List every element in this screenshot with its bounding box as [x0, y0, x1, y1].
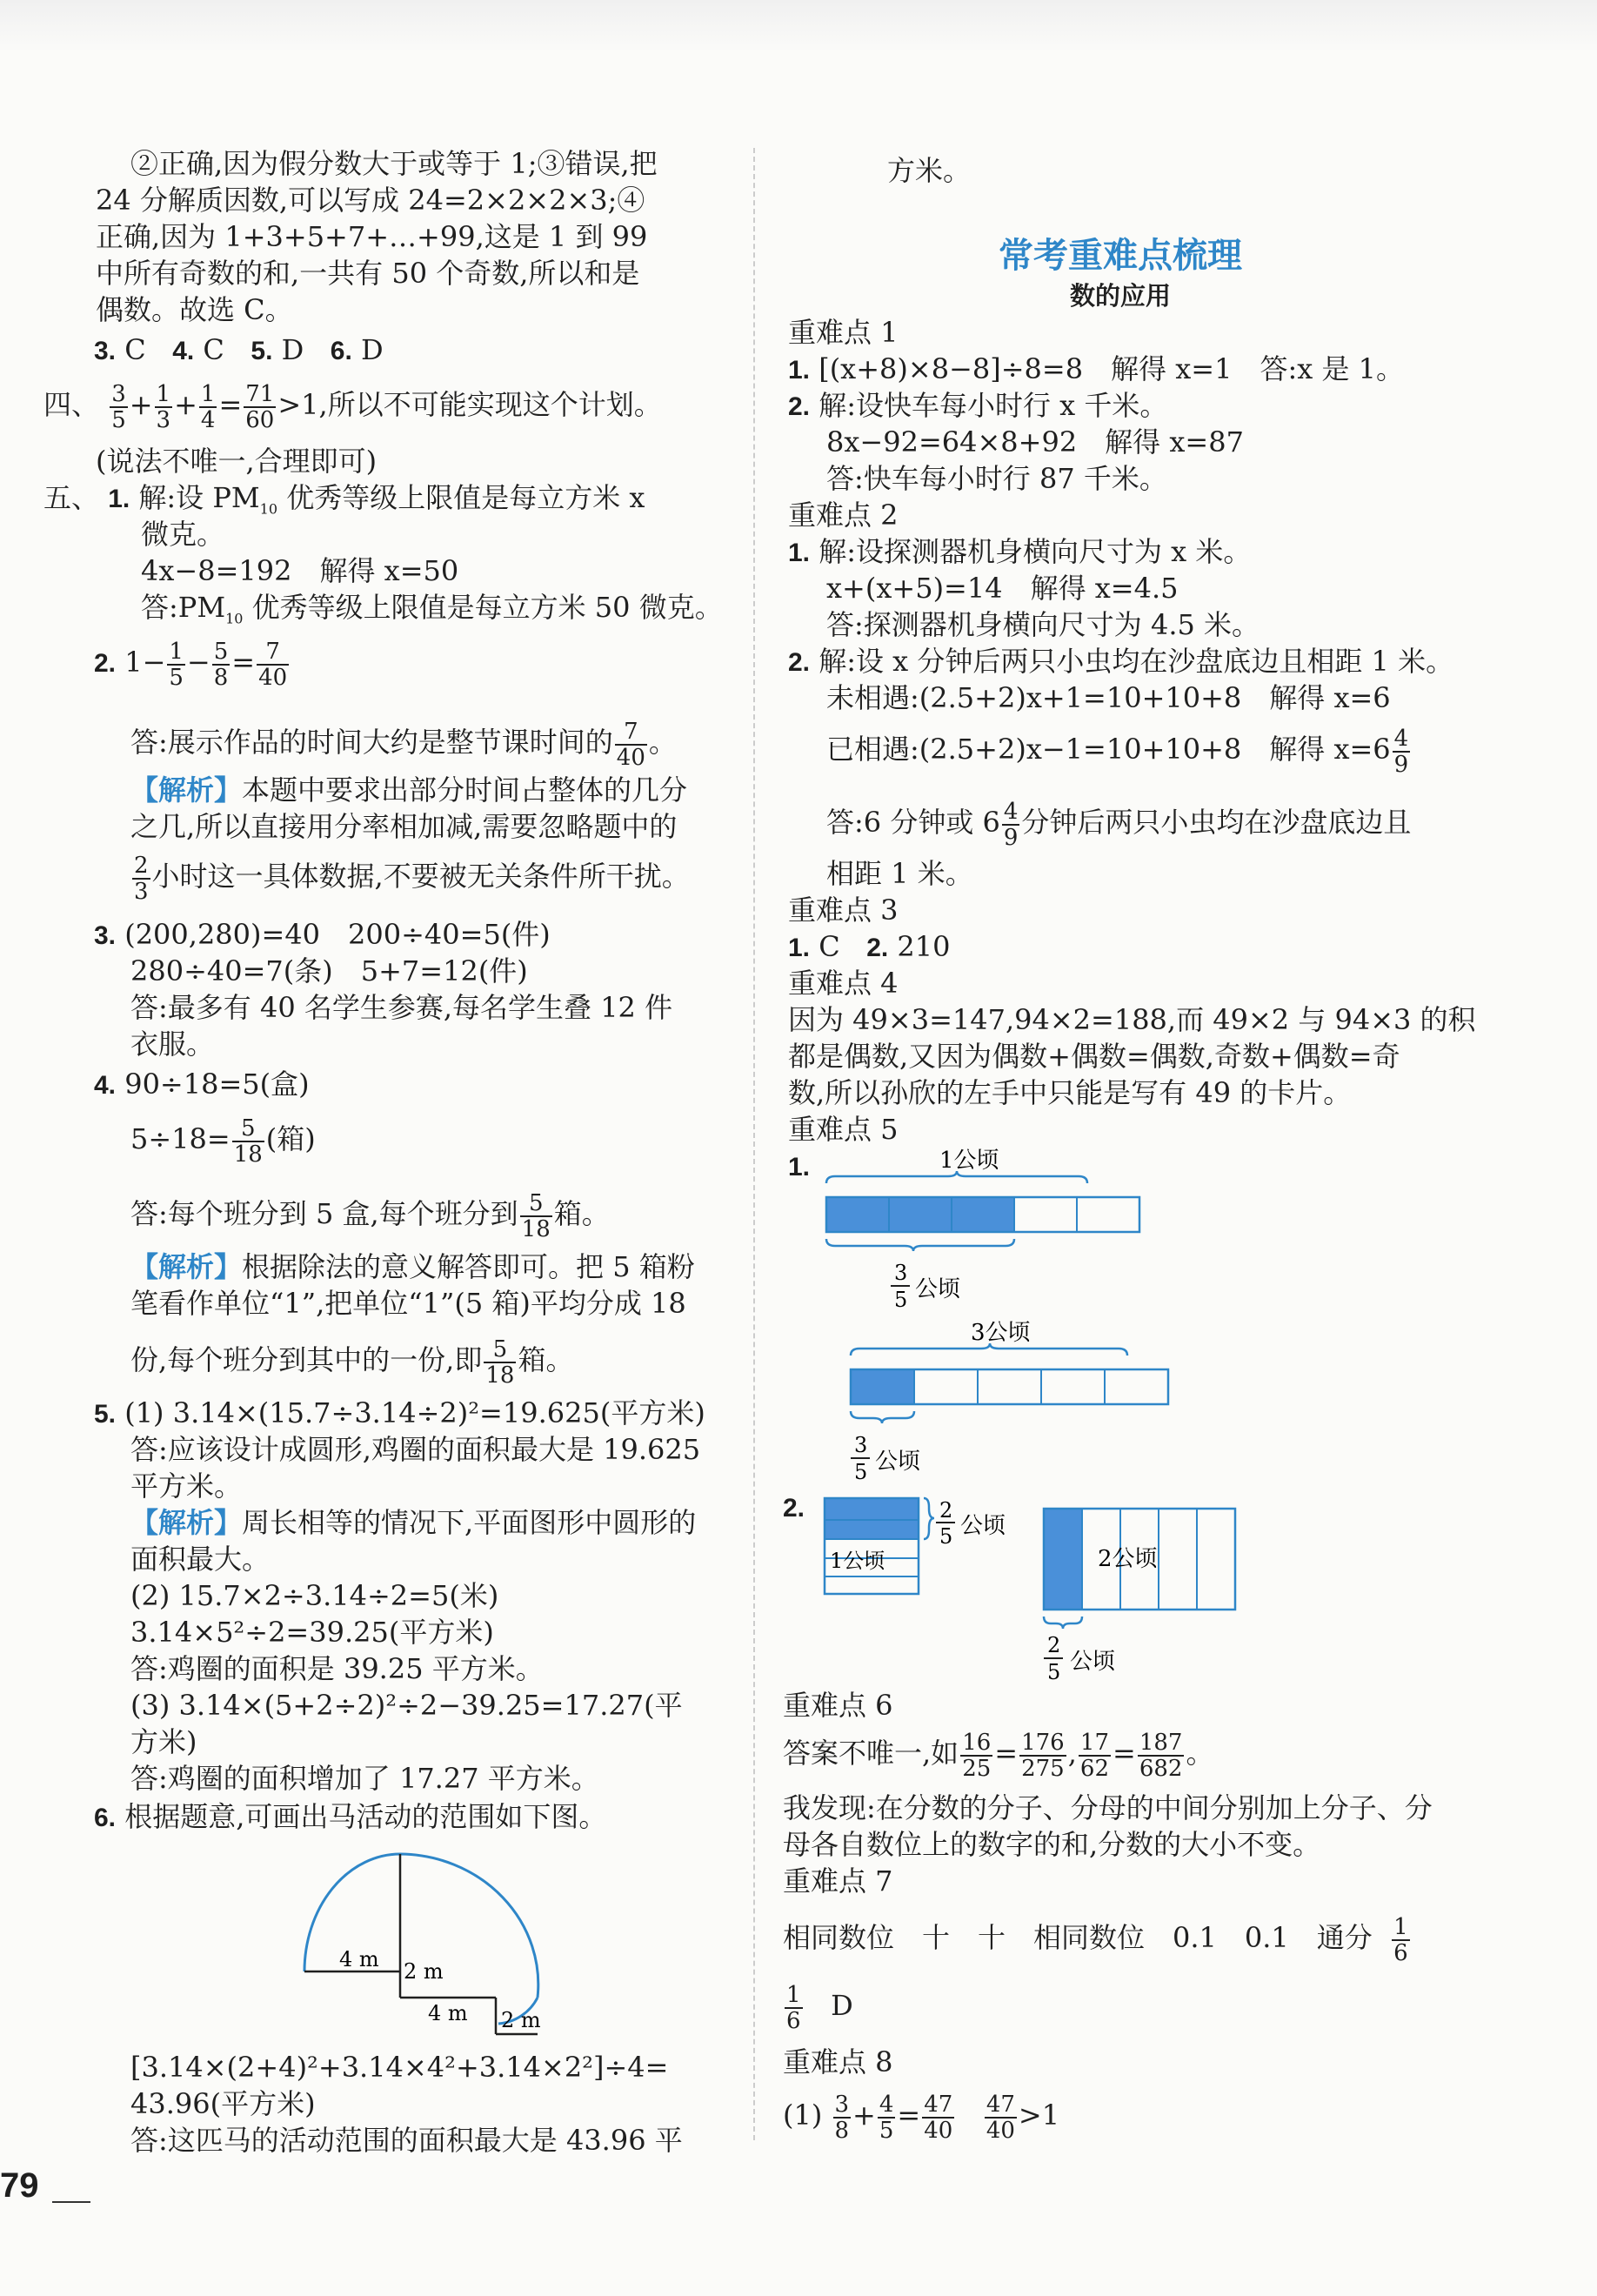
text: =: [1113, 1737, 1136, 1770]
question-number: 1.: [788, 1153, 811, 1181]
question-number: 5.: [251, 337, 273, 365]
text: 90÷18=5(盒): [124, 1068, 310, 1101]
section-title: 常考重难点梳理: [999, 236, 1242, 276]
text-line: [788, 644, 1453, 680]
page-top-shade: [0, 0, 1597, 52]
fraction: $\frac{5}{18}$: [233, 1115, 263, 1168]
question-number: 2.: [94, 649, 117, 678]
text-line: [783, 1723, 1213, 1784]
text-line: 正确,因为 1+3+5+7+…+99,这是 1 到 99: [96, 220, 648, 253]
figure-label: 1公顷: [830, 1549, 885, 1573]
fraction: $\frac{2}{3}$: [134, 852, 149, 905]
text-line: [783, 1489, 805, 1526]
text: 解:设 x 分钟后两只小虫均在沙盘底边且相距 1 米。: [819, 645, 1454, 678]
filled-strip: [825, 1498, 919, 1520]
filled-cell: [851, 1369, 914, 1404]
section-five-q3: [94, 917, 551, 954]
text-line: [130, 1249, 695, 1284]
text-line: [826, 792, 1411, 853]
text-line: 答:探测器机身横向尺寸为 4.5 米。: [826, 608, 1260, 641]
page-number: 79: [0, 2166, 39, 2205]
key-point-heading: 重难点 6: [783, 1689, 893, 1722]
text-line: 方米。: [887, 154, 972, 187]
text-line: 都是偶数,又因为偶数+偶数=偶数,奇数+偶数=奇: [788, 1040, 1400, 1073]
fraction-numerator: 3: [854, 1433, 868, 1457]
text-line: [788, 388, 1167, 425]
text: >1,所以不可能实现这个计划。: [277, 388, 662, 421]
fraction-denominator: 5: [1047, 1660, 1061, 1684]
key-point-heading: 重难点 8: [783, 2045, 893, 2078]
filled-strip: [825, 1520, 919, 1539]
text-line: 24 分解质因数,可以写成 24=2×2×2×3;④: [96, 184, 645, 217]
key-point-heading: 重难点 3: [788, 894, 899, 927]
text: (1) 3.14×(15.7÷3.14÷2)²=19.625(平方米): [124, 1396, 705, 1429]
text-line: [130, 1505, 696, 1540]
text: 本题中要求出部分时间占整体的几分: [242, 773, 688, 807]
text-line: [783, 1975, 853, 2036]
fraction: $\frac{5}{18}$: [521, 1189, 551, 1242]
section-five-q2: [94, 632, 291, 694]
text-line: [788, 929, 950, 966]
fraction: $\frac{187}{682}$: [1139, 1729, 1183, 1782]
text: 箱。: [518, 1343, 574, 1376]
text: 根据除法的意义解答即可。把 5 箱粉: [242, 1250, 695, 1283]
question-number: 5.: [94, 1400, 117, 1429]
figure-label: 2 m: [501, 2008, 541, 2032]
figure-label: 公顷: [960, 1513, 1006, 1539]
figure-label: 2公顷: [1098, 1546, 1158, 1572]
fraction-denominator: 5: [894, 1288, 908, 1312]
brace-right: [924, 1498, 934, 1539]
text: 。: [1186, 1737, 1214, 1770]
figure-label: 1公顷: [939, 1148, 999, 1174]
text-line: 母各自数位上的数字的和,分数的大小不变。: [783, 1828, 1321, 1861]
text: (200,280)=40 200÷40=5(件): [124, 918, 551, 951]
filled-column: [1044, 1509, 1082, 1610]
figure-label: 2 m: [404, 1959, 444, 1984]
area-diagram-1: [818, 1489, 1026, 1603]
column-divider: [753, 148, 755, 2140]
fraction: $\frac{176}{275}$: [1021, 1729, 1065, 1782]
filled-cell: [889, 1197, 952, 1232]
text: =: [231, 646, 256, 679]
key-point-heading: 重难点 7: [783, 1864, 893, 1898]
text-line: [130, 1329, 573, 1390]
text-line: 数,所以孙欣的左手中只能是写有 49 的卡片。: [788, 1076, 1352, 1109]
text: 解:设快车每小时行 x 千米。: [819, 389, 1168, 422]
analysis-tag: 【解析】: [130, 1506, 243, 1539]
text: 。: [648, 726, 677, 759]
analysis-tag: 【解析】: [130, 1250, 243, 1283]
text: +: [852, 2099, 876, 2132]
text-line: [141, 590, 723, 636]
text-line: [130, 712, 677, 773]
fraction: $\frac{1}{6}$: [786, 1981, 801, 2034]
text-line: 之几,所以直接用分率相加减,需要忽略题中的: [130, 810, 678, 843]
key-point-heading: 重难点 4: [788, 967, 899, 1000]
text: =: [897, 2099, 921, 2132]
subscript: 10: [259, 500, 278, 518]
text: 答:每个班分到 5 盒,每个班分到: [130, 1197, 518, 1230]
section-five-q4: [94, 1067, 310, 1103]
text-line: ②正确,因为假分数大于或等于 1;③错误,把: [130, 147, 658, 180]
figure-label: 4 m: [428, 2001, 468, 2025]
figure-label: 公顷: [875, 1449, 921, 1475]
text-line: 面积最大。: [130, 1543, 271, 1576]
text: D: [831, 1989, 853, 2022]
text-line: 答:应该设计成圆形,鸡圈的面积最大是 19.625: [130, 1433, 701, 1466]
question-number: 1.: [108, 485, 130, 513]
text: 优秀等级上限值是每立方米 x: [277, 481, 645, 514]
text-line: 3.14×5²÷2=39.25(平方米): [130, 1616, 494, 1649]
text: 答:PM: [141, 591, 226, 624]
text-line: 答:这匹马的活动范围的面积最大是 43.96 平: [130, 2124, 683, 2157]
filled-cell: [952, 1197, 1014, 1232]
text-line: [130, 1183, 610, 1244]
text: 解:设探测器机身横向尺寸为 x 米。: [819, 535, 1252, 568]
section-five-q1: [43, 480, 645, 526]
section-five-q6: [94, 1799, 606, 1836]
text: >1: [1018, 2099, 1060, 2132]
question-number: 2.: [788, 648, 811, 677]
text: [(x+8)×8−8]÷8=8 解得 x=1 答:x 是 1。: [819, 352, 1404, 385]
text: C: [819, 930, 840, 963]
fraction: $\frac{47}{40}$: [986, 2091, 1015, 2144]
fraction: $\frac{17}{62}$: [1079, 1729, 1109, 1782]
section-label: 五、: [43, 481, 100, 514]
brace-bottom: [851, 1411, 914, 1423]
text-line: 4x−8=192 解得 x=50: [141, 554, 459, 587]
text-line: 答:快车每小时行 87 千米。: [826, 462, 1167, 495]
fraction: $\frac{1}{5}$: [169, 638, 184, 691]
answer: D: [281, 333, 304, 366]
text: 已相遇:(2.5+2)x−1=10+10+8 解得 x=6: [826, 733, 1391, 766]
text: 优秀等级上限值是每立方米 50 微克。: [243, 591, 723, 624]
fraction: $\frac{16}{25}$: [962, 1729, 992, 1782]
fraction-numerator: 2: [939, 1498, 953, 1523]
text-line: 偶数。故选 C。: [96, 293, 293, 326]
figure-label: 3公顷: [971, 1320, 1031, 1346]
text: 答:6 分钟或 6: [826, 806, 1000, 839]
figure-label: 公顷: [1070, 1649, 1116, 1675]
plus-sign: +: [129, 388, 153, 421]
text: 分钟后两只小虫均在沙盘底边且: [1021, 806, 1412, 839]
key-point-heading: 重难点 1: [788, 316, 899, 349]
text: 相同数位 十 十 相同数位 0.1 0.1 通分: [783, 1921, 1373, 1954]
fraction: $\frac{3}{8}$: [834, 2091, 850, 2144]
text: 根据题意,可画出马活动的范围如下图。: [124, 1800, 607, 1833]
text-line: 我发现:在分数的分子、分母的中间分别加上分子、分: [783, 1791, 1433, 1824]
text: (箱): [265, 1122, 316, 1155]
page-number-rule: [52, 2201, 90, 2203]
text-line: [788, 351, 1404, 388]
text-line: 8x−92=64×8+92 解得 x=87: [826, 425, 1244, 459]
text-line: 笔看作单位“1”,把单位“1”(5 箱)平均分成 18: [130, 1287, 686, 1320]
text: 周长相等的情况下,平面图形中圆形的: [242, 1506, 697, 1539]
text-line: 答:最多有 40 名学生参赛,每名学生叠 12 件: [130, 991, 673, 1024]
fraction-denominator: 5: [939, 1524, 953, 1549]
question-number: 2.: [783, 1494, 805, 1523]
question-number: 2.: [866, 934, 889, 962]
fraction: $\frac{5}{8}$: [213, 638, 229, 691]
text-line: [783, 2085, 1059, 2145]
question-number: 1.: [788, 934, 811, 962]
fraction: $\frac{47}{40}$: [924, 2091, 953, 2144]
fraction: $\frac{7}{40}$: [616, 718, 645, 771]
brace-top: [826, 1171, 1087, 1183]
filled-cell: [826, 1197, 889, 1232]
text-line: x+(x+5)=14 解得 x=4.5: [826, 572, 1179, 605]
text-line: [130, 846, 690, 907]
text-line: [788, 1148, 810, 1185]
section-five-q5: [94, 1396, 705, 1432]
horse-range-figure: [296, 1843, 557, 2043]
question-number: 2.: [788, 392, 811, 421]
text-line: 因为 49×3=147,94×2=188,而 49×2 与 94×3 的积: [788, 1003, 1476, 1036]
text: 解:设 PM: [138, 481, 260, 514]
text: 5÷18=: [130, 1122, 231, 1155]
text-line: [130, 1108, 316, 1169]
equals-sign: =: [218, 388, 243, 421]
answer: D: [360, 333, 384, 366]
answers-3-6: [94, 332, 384, 369]
key-point-heading: 重难点 2: [788, 499, 899, 532]
area-diagram-2: [1035, 1500, 1244, 1691]
question-number: 1.: [788, 356, 811, 385]
fraction: $\frac{5}{18}$: [485, 1335, 515, 1389]
question-number: 4.: [94, 1071, 117, 1100]
plus-sign: +: [174, 388, 197, 421]
text-line: [3.14×(2+4)²+3.14×4²+3.14×2²]÷4=: [130, 2051, 669, 2084]
figure-label: 4 m: [339, 1947, 379, 1971]
question-number: 6.: [330, 337, 352, 365]
answer: C: [124, 333, 146, 366]
text-line: 未相遇:(2.5+2)x+1=10+10+8 解得 x=6: [826, 681, 1391, 714]
fraction: $\frac{4}{5}$: [879, 2091, 894, 2144]
question-number: 3.: [94, 921, 117, 950]
answer: C: [203, 333, 224, 366]
text-line: [783, 1907, 1412, 1968]
brace-top: [851, 1343, 1127, 1356]
text-line: 方米): [130, 1725, 197, 1758]
section-subtitle: 数的应用: [1070, 281, 1172, 311]
text-line: 衣服。: [130, 1028, 215, 1061]
text-line: [788, 534, 1251, 571]
fraction: $\frac{4}{9}$: [1003, 798, 1019, 851]
fraction: $\frac{1}{4}$: [200, 380, 216, 433]
text: =: [994, 1737, 1019, 1770]
bar-diagram-1: [818, 1145, 1148, 1319]
section-four: [43, 374, 662, 435]
text-line: 43.96(平方米): [130, 2087, 316, 2120]
text-line: (3) 3.14×(5+2÷2)²÷2−39.25=17.27(平: [130, 1689, 683, 1722]
question-number: 4.: [172, 337, 195, 365]
fraction-numerator: 2: [1047, 1633, 1061, 1657]
fraction-numerator: 3: [894, 1261, 908, 1285]
text-line: 平方米。: [130, 1469, 243, 1503]
text: 答案不唯一,如: [783, 1737, 959, 1770]
text-line: 答:鸡圈的面积是 39.25 平方米。: [130, 1652, 544, 1685]
text-line: [130, 773, 687, 807]
fraction: $\frac{1}{3}$: [156, 380, 171, 433]
bar-diagram-2: [842, 1317, 1173, 1491]
fraction: $\frac{71}{60}$: [245, 380, 275, 433]
text-line: 280÷40=7(条) 5+7=12(件): [130, 954, 528, 987]
brace-bottom: [1044, 1617, 1082, 1629]
text-line: [826, 719, 1412, 780]
text: 答:展示作品的时间大约是整节课时间的: [130, 726, 613, 759]
text-line: (说法不唯一,合理即可): [96, 445, 378, 478]
key-point-heading: 重难点 5: [788, 1113, 899, 1146]
question-number: 1.: [788, 539, 811, 567]
figure-label: 公顷: [915, 1276, 961, 1302]
fraction: $\frac{1}{6}$: [1393, 1913, 1408, 1966]
text: 小时这一具体数据,不要被无关条件所干扰。: [151, 860, 690, 893]
subscript: 10: [225, 610, 244, 627]
fraction: $\frac{4}{9}$: [1393, 725, 1409, 778]
text-line: 微克。: [141, 518, 225, 551]
text: 210: [897, 930, 951, 963]
text-line: 相距 1 米。: [826, 857, 973, 890]
text-line: (2) 15.7×2÷3.14÷2=5(米): [130, 1579, 499, 1612]
analysis-tag: 【解析】: [130, 773, 243, 807]
text: ,: [1067, 1737, 1077, 1770]
text-line: 中所有奇数的和,一共有 50 个奇数,所以和是: [96, 257, 640, 290]
fraction-denominator: 5: [854, 1460, 868, 1484]
text: 箱。: [553, 1197, 610, 1230]
text: 份,每个班分到其中的一份,即: [130, 1343, 483, 1376]
question-number: 6.: [94, 1804, 117, 1832]
text-line: 答:鸡圈的面积增加了 17.27 平方米。: [130, 1762, 599, 1795]
section-label: 四、: [43, 388, 100, 421]
brace-bottom: [826, 1239, 1014, 1251]
text: −: [186, 646, 210, 679]
question-number: 3.: [94, 337, 117, 365]
fraction: $\frac{7}{40}$: [258, 638, 288, 691]
text: 1−: [124, 646, 166, 679]
fraction: $\frac{3}{5}$: [111, 380, 126, 433]
text: (1): [783, 2099, 823, 2132]
